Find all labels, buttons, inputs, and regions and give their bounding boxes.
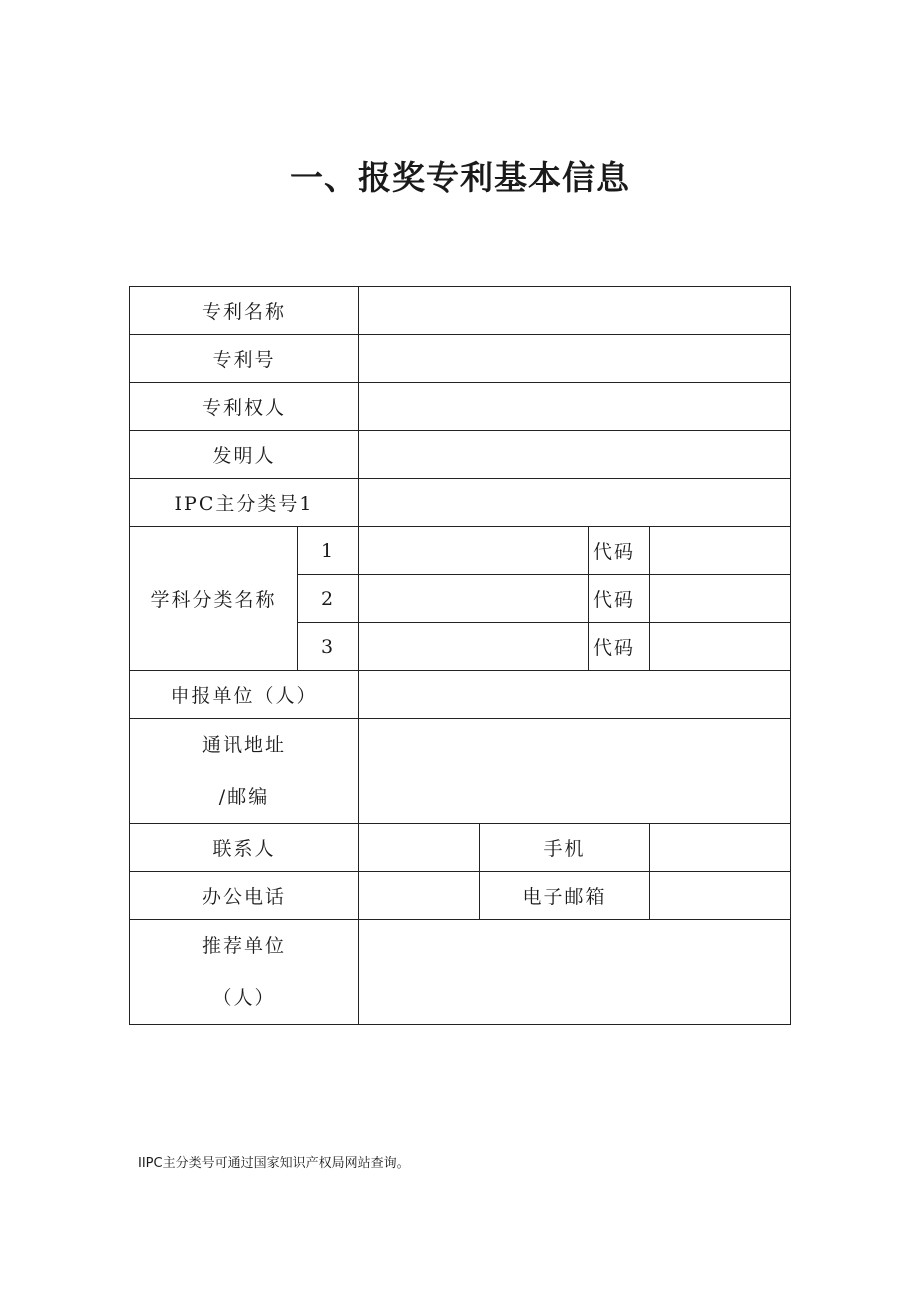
email-field[interactable] xyxy=(650,872,791,920)
inventor-field[interactable] xyxy=(359,431,791,479)
code-field-3[interactable] xyxy=(650,623,791,671)
address-label-line2: /邮编 xyxy=(218,786,270,808)
applicant-label: 申报单位（人） xyxy=(130,671,359,719)
email-label: 电子邮箱 xyxy=(480,872,650,920)
subject-name-field-2[interactable] xyxy=(359,575,589,623)
address-label-line1: 通讯地址 xyxy=(202,734,287,756)
patent-name-field[interactable] xyxy=(359,287,791,335)
recommender-label-line2: （人） xyxy=(212,987,276,1009)
subject-label: 学科分类名称 xyxy=(130,527,298,671)
subject-index-1: 1 xyxy=(298,527,359,575)
contact-label: 联系人 xyxy=(130,824,359,872)
row-inventor xyxy=(130,431,791,479)
patentee-field[interactable] xyxy=(359,383,791,431)
row-address xyxy=(130,719,791,824)
subject-name-field-1[interactable] xyxy=(359,527,589,575)
footnote: IIPC主分类号可通过国家知识产权局网站查询。 xyxy=(138,1156,410,1171)
subject-index-2: 2 xyxy=(298,575,359,623)
applicant-field[interactable] xyxy=(359,671,791,719)
code-label-1: 代码 xyxy=(589,527,650,575)
ipc-field[interactable] xyxy=(359,479,791,527)
mobile-label: 手机 xyxy=(480,824,650,872)
row-office-phone xyxy=(130,872,791,920)
patent-info-form xyxy=(129,286,791,1025)
subject-index-3: 3 xyxy=(298,623,359,671)
patent-number-field[interactable] xyxy=(359,335,791,383)
row-patentee xyxy=(130,383,791,431)
row-patent-number xyxy=(130,335,791,383)
code-field-2[interactable] xyxy=(650,575,791,623)
ipc-label: IPC主分类号1 xyxy=(130,479,359,527)
patent-name-label: 专利名称 xyxy=(130,287,359,335)
contact-field[interactable] xyxy=(359,824,480,872)
code-label-3: 代码 xyxy=(589,623,650,671)
row-contact xyxy=(130,824,791,872)
address-field[interactable] xyxy=(359,719,791,824)
row-recommender xyxy=(130,920,791,1025)
row-applicant xyxy=(130,671,791,719)
recommender-field[interactable] xyxy=(359,920,791,1025)
office-phone-field[interactable] xyxy=(359,872,480,920)
inventor-label: 发明人 xyxy=(130,431,359,479)
patent-number-label: 专利号 xyxy=(130,335,359,383)
row-ipc xyxy=(130,479,791,527)
row-subject-1 xyxy=(130,527,791,575)
recommender-label-line1: 推荐单位 xyxy=(202,935,287,957)
mobile-field[interactable] xyxy=(650,824,791,872)
patentee-label: 专利权人 xyxy=(130,383,359,431)
page-title: 一、报奖专利基本信息 xyxy=(290,158,630,197)
code-label-2: 代码 xyxy=(589,575,650,623)
subject-name-field-3[interactable] xyxy=(359,623,589,671)
recommender-label xyxy=(130,920,359,1025)
row-patent-name xyxy=(130,287,791,335)
code-field-1[interactable] xyxy=(650,527,791,575)
office-phone-label: 办公电话 xyxy=(130,872,359,920)
address-label xyxy=(130,719,359,824)
